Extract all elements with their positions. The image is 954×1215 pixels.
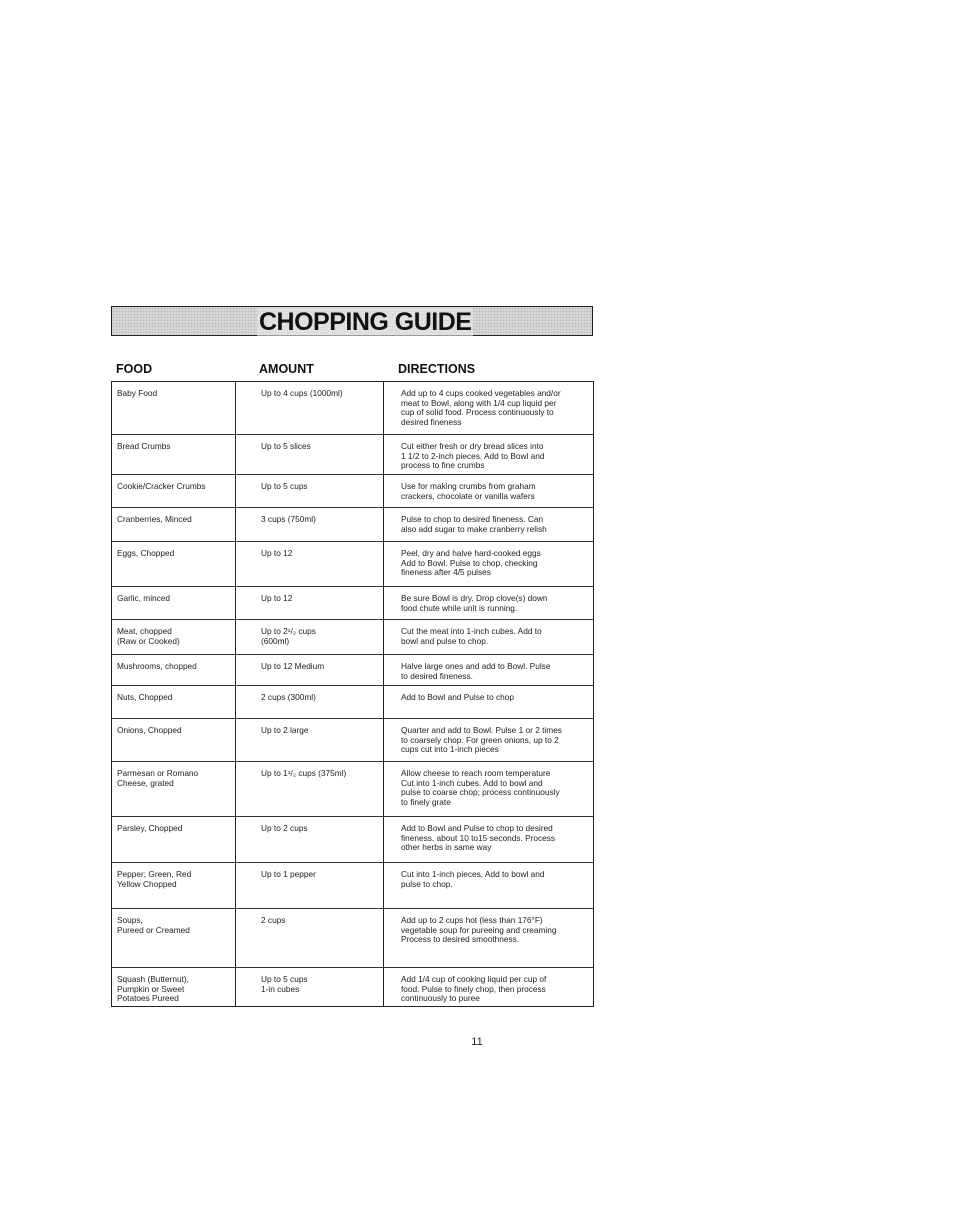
directions-cell: Be sure Bowl is dry. Drop clove(s) down food chute while unit is running. xyxy=(401,593,548,613)
directions-cell: Add to Bowl and Pulse to chop xyxy=(401,692,515,702)
table-row xyxy=(112,655,593,686)
chopping-table xyxy=(111,381,594,1007)
amount-cell: 2 cups xyxy=(261,915,286,925)
amount-cell: Up to 2 cups xyxy=(261,823,308,833)
food-cell: Soups, Pureed or Creamed xyxy=(117,915,190,935)
food-cell: Parmesan or Romano Cheese, grated xyxy=(117,768,199,788)
directions-cell: Cut into 1-inch pieces. Add to bowl and pulse to chop. xyxy=(401,869,545,889)
amount-cell: Up to 2 large xyxy=(261,725,309,735)
directions-cell: Halve large ones and add to Bowl. Pulse to desired fineness. xyxy=(401,661,551,681)
amount-cell: 3 cups (750ml) xyxy=(261,514,316,524)
amount-cell: Up to 1¹/₂ cups (375ml) xyxy=(261,768,347,778)
directions-cell: Pulse to chop to desired fineness. Can also add sugar to make cranberry relish xyxy=(401,514,547,534)
amount-cell: 2 cups (300ml) xyxy=(261,692,316,702)
table-row xyxy=(112,508,593,542)
directions-cell: Cut the meat into 1-inch cubes. Add to bowl and pulse to chop. xyxy=(401,626,542,646)
amount-cell: Up to 5 cups 1-in cubes xyxy=(261,974,308,994)
table-row xyxy=(112,968,593,1017)
amount-cell: Up to 5 cups xyxy=(261,481,308,491)
table-row xyxy=(112,382,593,435)
food-cell: Pepper; Green, Red Yellow Chopped xyxy=(117,869,192,889)
amount-cell: Up to 12 xyxy=(261,548,293,558)
table-row xyxy=(112,435,593,475)
page-title: CHOPPING GUIDE xyxy=(259,308,472,336)
directions-cell: Quarter and add to Bowl. Pulse 1 or 2 times to coarsely chop. For green onions, up to 2 cups cut into 1-inch pieces xyxy=(401,725,562,755)
amount-cell: Up to 4 cups (1000ml) xyxy=(261,388,343,398)
page-number: 11 xyxy=(471,1036,483,1048)
food-cell: Nuts, Chopped xyxy=(117,692,173,702)
table-row xyxy=(112,863,593,909)
directions-cell: Allow cheese to reach room temperature Cut into 1-inch cubes. Add to bowl and pulse to coarse chop; process continuously to finely grate xyxy=(401,768,560,807)
directions-cell: Cut either fresh or dry bread slices into 1 1/2 to 2-inch pieces. Add to Bowl and process to fine crumbs xyxy=(401,441,545,471)
table-row xyxy=(112,762,593,817)
table-row xyxy=(112,587,593,620)
food-cell: Cranberries, Minced xyxy=(117,514,192,524)
food-cell: Baby Food xyxy=(117,388,158,398)
directions-cell: Use for making crumbs from graham crackers, chocolate or vanilla wafers xyxy=(401,481,536,501)
food-cell: Eggs, Chopped xyxy=(117,548,175,558)
amount-cell: Up to 1 pepper xyxy=(261,869,316,879)
table-row xyxy=(112,817,593,863)
table-row xyxy=(112,542,593,587)
food-cell: Cookie/Cracker Crumbs xyxy=(117,481,206,491)
food-cell: Meat, chopped (Raw or Cooked) xyxy=(117,626,180,646)
table-row xyxy=(112,620,593,655)
food-cell: Parsley, Chopped xyxy=(117,823,183,833)
table-row xyxy=(112,719,593,762)
food-cell: Mushrooms, chopped xyxy=(117,661,197,671)
directions-cell: Peel, dry and halve hard-cooked eggs Add to Bowl. Pulse to chop, checking fineness after 4/5 pulses xyxy=(401,548,541,578)
amount-cell: Up to 12 xyxy=(261,593,293,603)
directions-cell: Add up to 2 cups hot (less than 176°F) vegetable soup for pureeing and creaming Process to desired smoothness. xyxy=(401,915,557,945)
directions-cell: Add 1/4 cup of cooking liquid per cup of food. Pulse to finely chop, then process continuously to puree xyxy=(401,974,547,1004)
directions-cell: Add up to 4 cups cooked vegetables and/or meat to Bowl, along with 1/4 cup liquid per cup of solid food. Process continuously to desired fineness xyxy=(401,388,561,427)
food-cell: Onions, Chopped xyxy=(117,725,182,735)
header-directions: DIRECTIONS xyxy=(398,362,476,376)
table-row xyxy=(112,475,593,508)
header-amount: AMOUNT xyxy=(259,362,314,376)
amount-cell: Up to 2¹/₂ cups (600ml) xyxy=(261,626,316,646)
amount-cell: Up to 5 slices xyxy=(261,441,311,451)
food-cell: Garlic, minced xyxy=(117,593,171,603)
directions-cell: Add to Bowl and Pulse to chop to desired fineness, about 10 to15 seconds. Process other herbs in same way xyxy=(401,823,556,853)
table-row xyxy=(112,909,593,968)
food-cell: Bread Crumbs xyxy=(117,441,171,451)
amount-cell: Up to 12 Medium xyxy=(261,661,325,671)
header-food: FOOD xyxy=(116,362,153,376)
title-banner xyxy=(111,306,593,336)
food-cell: Squash (Butternut), Pumpkin or Sweet Potatoes Pureed xyxy=(117,974,189,1004)
table-row xyxy=(112,686,593,719)
